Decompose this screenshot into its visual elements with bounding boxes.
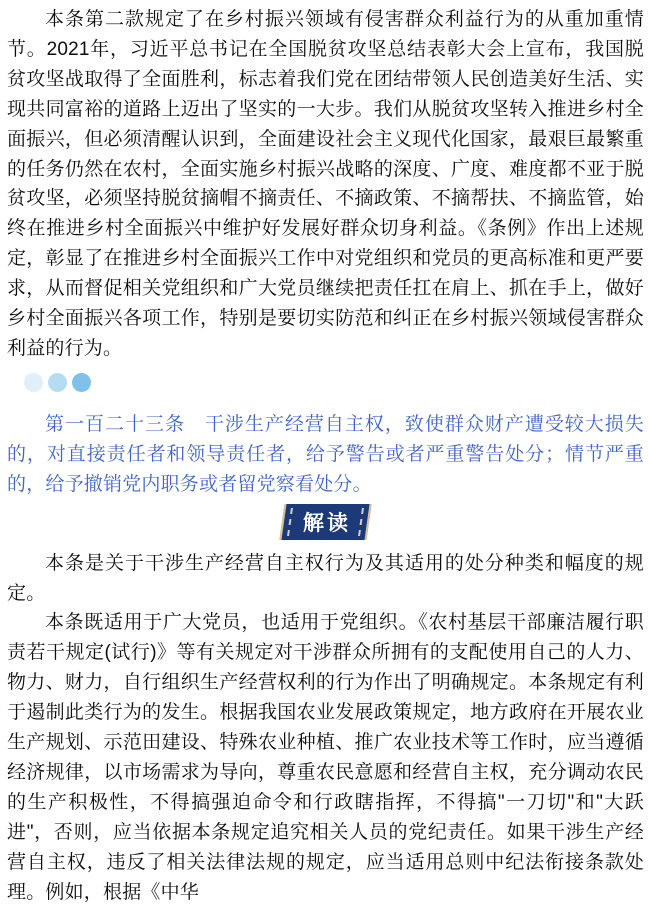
interpretation-paragraph-1: 本条是关于干涉生产经营自主权行为及其适用的处分种类和幅度的规定。 — [7, 552, 644, 604]
interpretation-badge-row — [7, 504, 644, 540]
intro-paragraph: 本条第二款规定了在乡村振兴领域有侵害群众利益行为的从重加重情节。2021年，习近平总书记在全国脱贫攻坚总结表彰大会上宣布，我国脱贫攻坚战取得了全面胜利，标志着我们党在团结带领人民创造美好生活、实现共同富裕的道路上迈出了坚实的一大步。我们从脱贫攻坚转入推进乡村全面振兴，但必须清醒认识到，全面建设社会主义现代化国家，最艰巨最繁重的任务仍然在农村，全面实施乡村振兴战略的深度、广度、难度都不亚于脱贫攻坚，必须坚持脱贫摘帽不摘责任、不摘政策、不摘帮扶、不摘监管，始终在推进乡村全面振兴中维护好发展好群众切身利益。《条例》作出上述规定，彰显了在推进乡村全面振兴工作中对党组织和党员的更高标准和更严要求，从而督促相关党组织和广大党员继续把责任扛在肩上、抓在手上，做好乡村全面振兴各项工作，特别是要切实防范和纠正在乡村振兴领域侵害群众利益的行为。 — [7, 9, 644, 359]
stitch-right-decoration — [358, 508, 364, 536]
section-divider-dots — [24, 373, 644, 392]
interpretation-badge — [279, 504, 371, 540]
interpretation-badge-label: 解读 — [303, 511, 351, 535]
interpretation-paragraph-2: 本条既适用于广大党员，也适用于党组织。《农村基层干部廉洁履行职责若干规定(试行)》等有关规定对干涉群众所拥有的支配使用自己的人力、物力、财力，自行组织生产经营权利的行为作出了明确规定。本条规定有利于遏制此类行为的发生。根据我国农业发展政策规定，地方政府在开展农业生产规划、示范田建设、特殊农业种植、推广农业技术等工作时，应当遵循经济规律，以市场需求为导向，尊重农民意愿和经营自主权，充分调动农民的生产积极性，不得搞强迫命令和行政瞎指挥，不得搞"一刀切"和"大跃进"，否则，应当依据本条规定追究相关人员的党纪责任。如果干涉生产经营自主权，违反了相关法律法规的规定，应当适用总则中纪法衔接条款处理。例如，根据《中华 — [7, 612, 644, 903]
stitch-left-decoration — [287, 508, 293, 536]
dot-icon — [48, 373, 67, 392]
article-clause-paragraph: 第一百二十三条 干涉生产经营自主权，致使群众财产遭受较大损失的，对直接责任者和领导责任者，给予警告或者严重警告处分；情节严重的，给予撤销党内职务或者留党察看处分。 — [7, 413, 644, 495]
dot-icon — [72, 373, 91, 392]
dot-icon — [24, 373, 43, 392]
